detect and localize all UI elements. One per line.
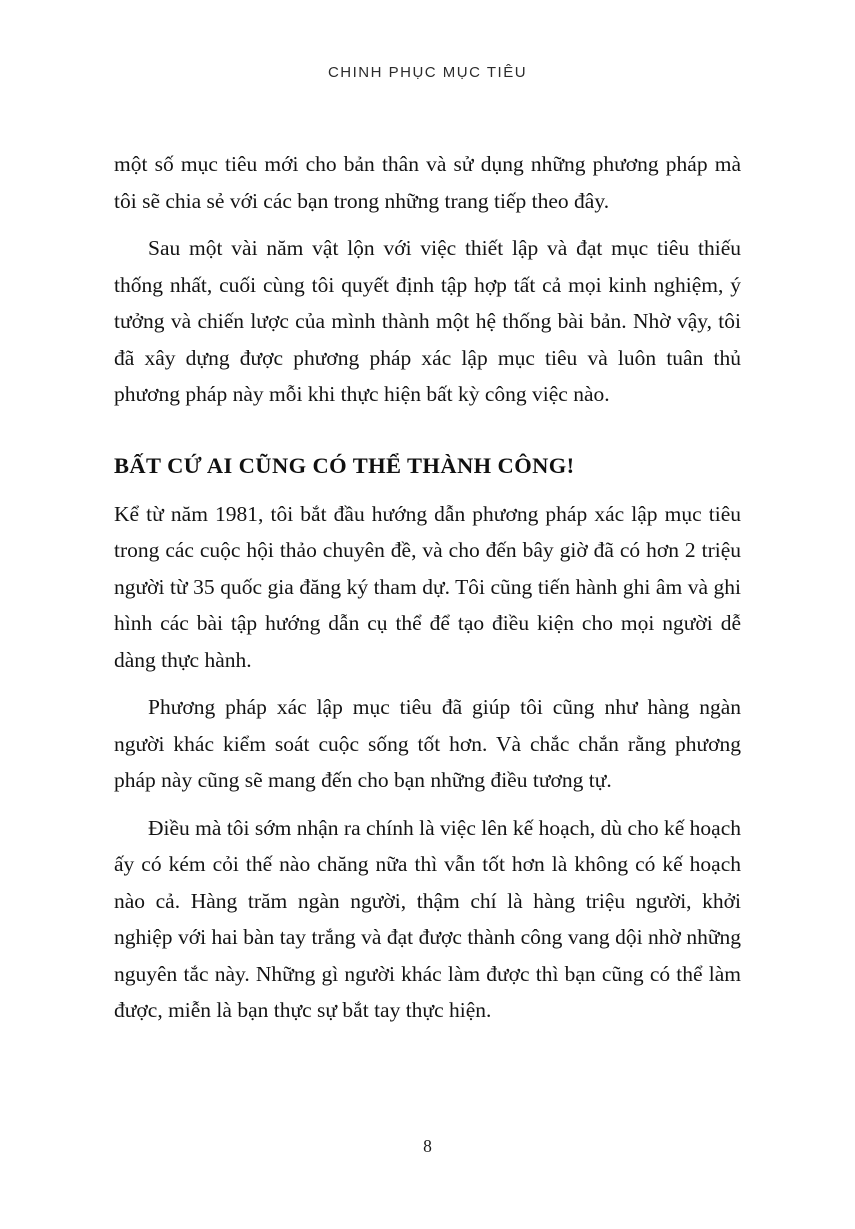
page-number: 8: [423, 1136, 432, 1156]
paragraph: Kể từ năm 1981, tôi bắt đầu hướng dẫn phương pháp xác lập mục tiêu trong các cuộc hội thảo chuyên đề, và cho đến bây giờ đã có hơn 2 triệu người từ 35 quốc gia đăng ký tham dự. Tôi cũng tiến hành ghi âm và ghi hình các bài tập hướng dẫn cụ thể để tạo điều kiện cho mọi người dễ dàng thực hành.: [114, 501, 741, 672]
paragraph-continuation: một số mục tiêu mới cho bản thân và sử dụng những phương pháp mà tôi sẽ chia sẻ với các bạn trong những trang tiếp theo đây.: [114, 152, 741, 213]
paragraph: Điều mà tôi sớm nhận ra chính là việc lên kế hoạch, dù cho kế hoạch ấy có kém cỏi thế nào chăng nữa thì vẫn tốt hơn là không có kế hoạch nào cả. Hàng trăm ngàn người, thậm chí là hàng triệu người, khởi nghiệp với hai bàn tay trắng và đạt được thành công vang dội nhờ những nguyên tắc này. Những gì người khác làm được thì bạn cũng có thể làm được, miễn là bạn thực sự bắt tay thực hiện.: [114, 815, 741, 1022]
paragraph: Phương pháp xác lập mục tiêu đã giúp tôi cũng như hàng ngàn người khác kiểm soát cuộc sống tốt hơn. Và chắc chắn rằng phương pháp này cũng sẽ mang đến cho bạn những điều tương tự.: [114, 695, 741, 792]
paragraph: Sau một vài năm vật lộn với việc thiết lập và đạt mục tiêu thiếu thống nhất, cuối cùng tôi quyết định tập hợp tất cả mọi kinh nghiệm, ý tưởng và chiến lược của mình thành một hệ thống bài bản. Nhờ vậy, tôi đã xây dựng được phương pháp xác lập mục tiêu và luôn tuân thủ phương pháp này mỗi khi thực hiện bất kỳ công việc nào.: [114, 236, 741, 406]
running-head: CHINH PHỤC MỤC TIÊU: [327, 64, 528, 81]
section-heading: BẤT CỨ AI CŨNG CÓ THỂ THÀNH CÔNG!: [114, 452, 575, 478]
page-body: [114, 146, 741, 1029]
